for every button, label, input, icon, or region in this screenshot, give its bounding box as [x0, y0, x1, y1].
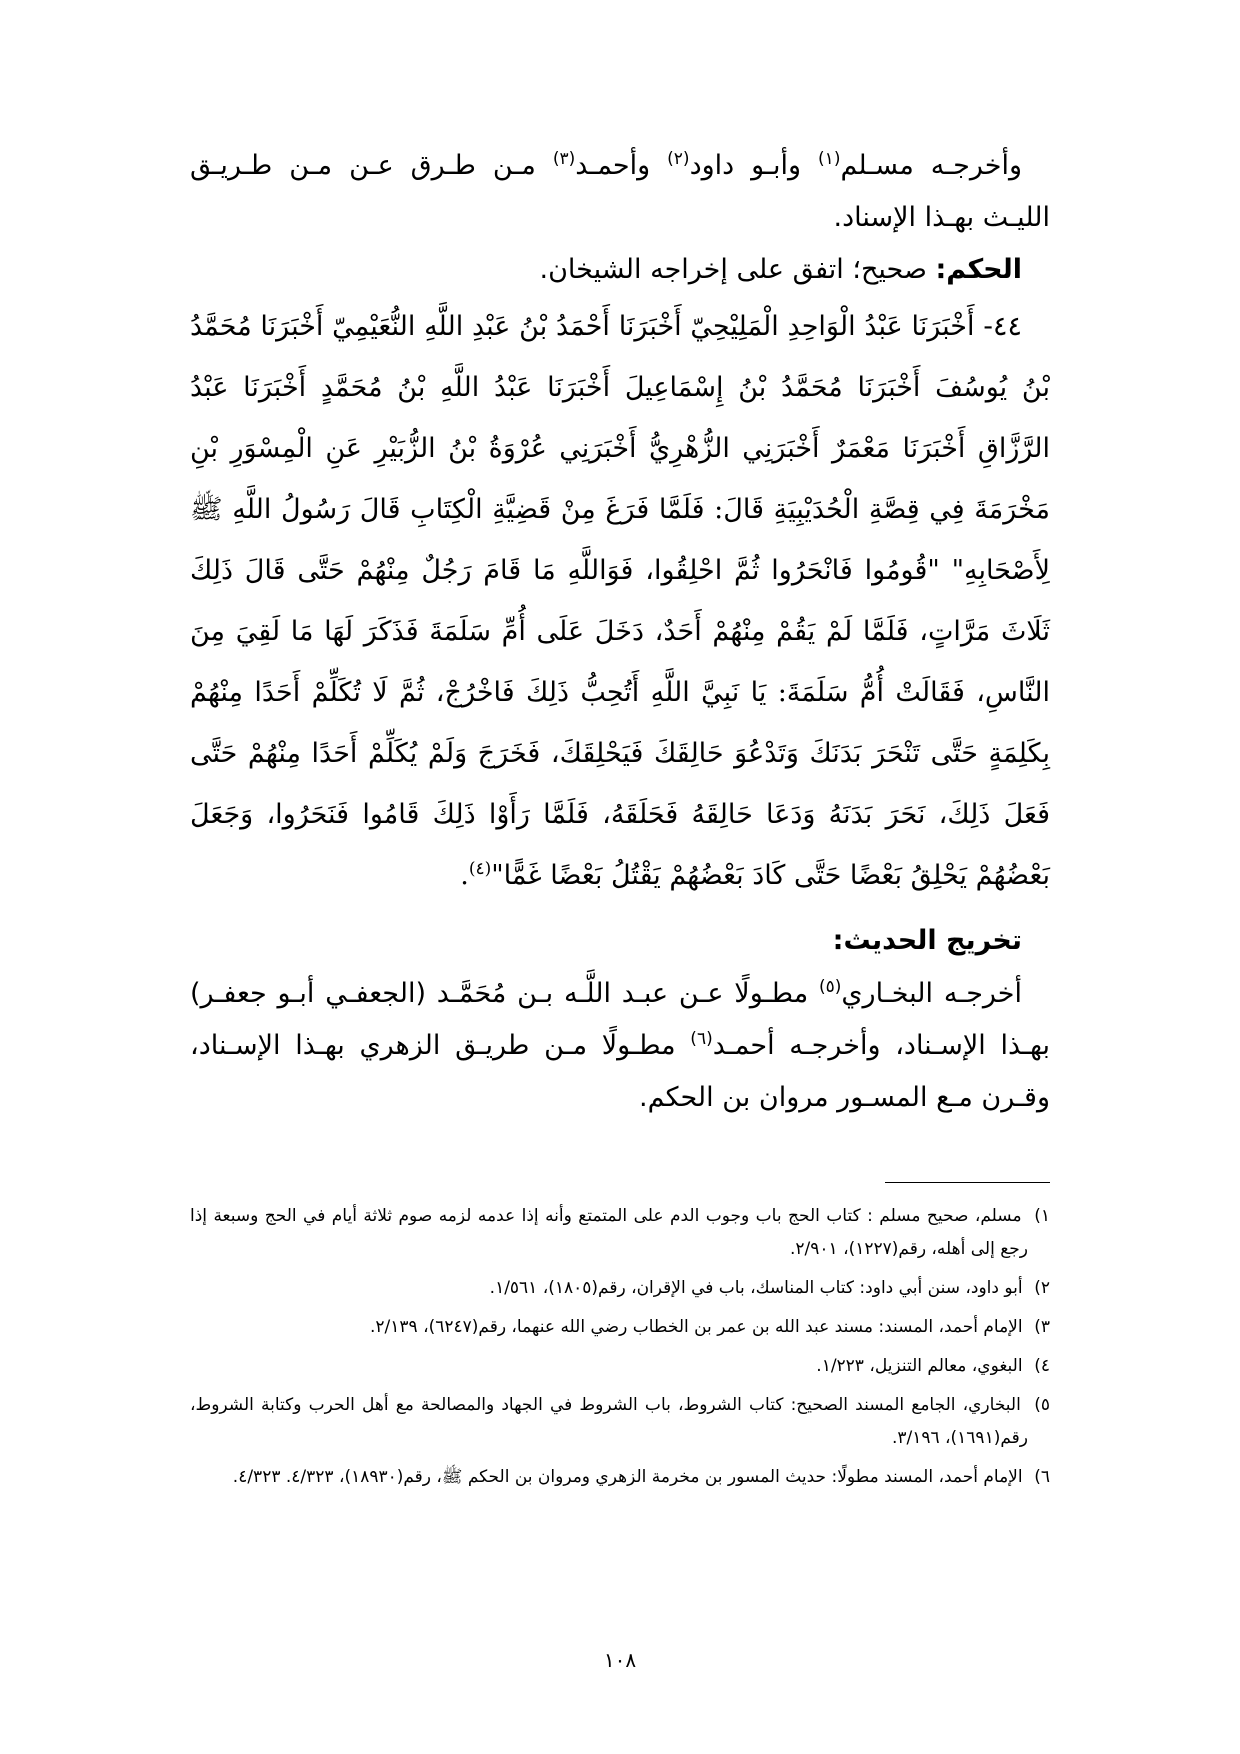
footnote-text: الإمام أحمد، المسند: مسند عبد الله بن عمر بن الخطاب رضي الله عنهما، رقم(٦٢٤٧)، ٢/١٣٩.	[370, 1317, 1023, 1337]
footnote-item	[190, 1350, 1050, 1383]
hadith-end: .	[460, 860, 469, 891]
text-segment: أخرجـه البخـاري	[841, 978, 1022, 1009]
text-segment: مـن طـرق عـن مـن طـريـق الليـث بهـذا الإسناد.	[190, 150, 1050, 233]
hadith-paragraph	[190, 296, 1050, 906]
footnote-item	[190, 1272, 1050, 1305]
takhrij-heading: تخريج الحديث:	[832, 925, 1022, 956]
footnote-number: ١)	[1034, 1206, 1051, 1226]
text-segment: وأخرجـه مسـلم	[840, 150, 1023, 181]
footnote-ref-2[interactable]: (٢)	[667, 149, 690, 169]
footnote-ref-5[interactable]: (٥)	[818, 977, 842, 997]
footnote-separator	[885, 1182, 1050, 1183]
footnote-ref-3[interactable]: (٣)	[552, 149, 576, 169]
footnotes-list	[190, 1200, 1050, 1500]
main-text	[190, 140, 1050, 1124]
page-number: ١٠٨	[603, 1648, 637, 1672]
footnote-number: ٢)	[1034, 1278, 1050, 1298]
text-segment: وأبـو داود	[689, 150, 819, 181]
text-segment: وأحمـد	[575, 150, 668, 181]
footnote-ref-1[interactable]: (١)	[818, 149, 841, 169]
footnote-number: ٣)	[1034, 1317, 1050, 1337]
footnote-number: ٦)	[1034, 1467, 1050, 1487]
footnote-text: أبو داود، سنن أبي داود: كتاب المناسك، باب في الإقران، رقم(١٨٠٥)، ١/٥٦١.	[489, 1278, 1023, 1298]
footnote-text: البخاري، الجامع المسند الصحيح: كتاب الشروط، باب الشروط في الجهاد والمصالحة مع أهل الحرب وكتابة الشروط، رقم(١٦٩١)، ٣/١٩٦.	[190, 1395, 1028, 1448]
ruling-label: الحكم:	[935, 254, 1022, 285]
footnote-text: مسلم، صحيح مسلم : كتاب الحج باب وجوب الدم على المتمتع وأنه إذا عدمه لزمه صوم ثلاثة أيام في الحج وسبعة إذا رجع إلى أهله، رقم(١٢٢٧)، ٢/٩٠١.	[190, 1206, 1028, 1259]
footnote-number: ٥)	[1034, 1395, 1050, 1415]
text-segment: مطـولًا عـن عبـد اللَّـه بـن مُحَمَّـد (الجعفـي أبـو جعفـر) بهـذا الإسـناد، وأخرجـه أحمـد	[190, 978, 1050, 1061]
ruling-paragraph	[190, 244, 1050, 296]
footnote-item	[190, 1389, 1050, 1455]
footnote-item	[190, 1311, 1050, 1344]
hadith-number: ٤٤-	[974, 311, 1022, 342]
takhrij-paragraph	[190, 968, 1050, 1124]
footnote-ref-4[interactable]: (٤)	[468, 859, 492, 879]
footnote-text: الإمام أحمد، المسند مطولًا: حديث المسور بن مخرمة الزهري ومروان بن الحكم ﷺ، رقم(١٨٩٣٠)، ٤/٣٢٣. ٤/٣٢٣.	[232, 1467, 1023, 1487]
text-segment: مطـولًا مـن طريـق الزهري بهـذا الإسـناد، وقـرن مـع المسـور مروان بن الحكم.	[190, 1030, 1050, 1113]
footnote-text: البغوي، معالم التنزيل، ١/٢٢٣.	[816, 1356, 1023, 1376]
footnote-ref-6[interactable]: (٦)	[690, 1029, 713, 1049]
paragraph-sources	[190, 140, 1050, 244]
ruling-text: صحيح؛ اتفق على إخراجه الشيخان.	[539, 254, 936, 285]
footnote-number: ٤)	[1034, 1356, 1050, 1376]
hadith-text: أَخْبَرَنَا عَبْدُ الْوَاحِدِ الْمَلِيْحِيّ أَخْبَرَنَا أَحْمَدُ بْنُ عَبْدِ اللَّهِ النُّعَيْمِيّ أَخْبَرَنَا مُحَمَّدُ بْنُ يُوسُفَ أَخْبَرَنَا مُحَمَّدُ بْنُ إِسْمَاعِيلَ أَخْبَرَنَا عَبْدُ اللَّهِ بْنُ مُحَمَّدٍ أَخْبَرَنَا عَبْدُ الرَّزَّاقِ أَخْبَرَنَا مَعْمَرٌ أَخْبَرَنِي الزُّهْرِيُّ أَخْبَرَنِي عُرْوَةُ بْنُ الزُّبَيْرِ عَنِ الْمِسْوَرِ بْنِ مَخْرَمَةَ فِي قِصَّةِ الْحُدَيْبِيَةِ قَالَ: فَلَمَّا فَرَغَ مِنْ قَضِيَّةِ الْكِتَابِ قَالَ رَسُولُ اللَّهِ ﷺ لِأَصْحَابِهِ" "قُومُوا فَانْحَرُوا ثُمَّ احْلِقُوا، فَوَاللَّهِ مَا قَامَ رَجُلٌ مِنْهُمْ حَتَّى قَالَ ذَلِكَ ثَلَاثَ مَرَّاتٍ، فَلَمَّا لَمْ يَقُمْ مِنْهُمْ أَحَدٌ، دَخَلَ عَلَى أُمِّ سَلَمَةَ فَذَكَرَ لَهَا مَا لَقِيَ مِنَ النَّاسِ، فَقَالَتْ أُمُّ سَلَمَةَ: يَا نَبِيَّ اللَّهِ أَتُحِبُّ ذَلِكَ فَاخْرُجْ، ثُمَّ لَا تُكَلِّمْ أَحَدًا مِنْهُمْ بِكَلِمَةٍ حَتَّى تَنْحَرَ بَدَنَكَ وَتَدْعُوَ حَالِقَكَ فَيَحْلِقَكَ، فَخَرَجَ وَلَمْ يُكَلِّمْ أَحَدًا مِنْهُمْ حَتَّى فَعَلَ ذَلِكَ، نَحَرَ بَدَنَهُ وَدَعَا حَالِقَهُ فَحَلَقَهُ، فَلَمَّا رَأَوْا ذَلِكَ قَامُوا فَنَحَرُوا، وَجَعَلَ بَعْضُهُمْ يَحْلِقُ بَعْضًا حَتَّى كَادَ بَعْضُهُمْ يَقْتُلُ بَعْضًا غَمًّا"	[190, 311, 1050, 891]
footnote-item	[190, 1200, 1050, 1266]
footnote-item	[190, 1461, 1050, 1494]
